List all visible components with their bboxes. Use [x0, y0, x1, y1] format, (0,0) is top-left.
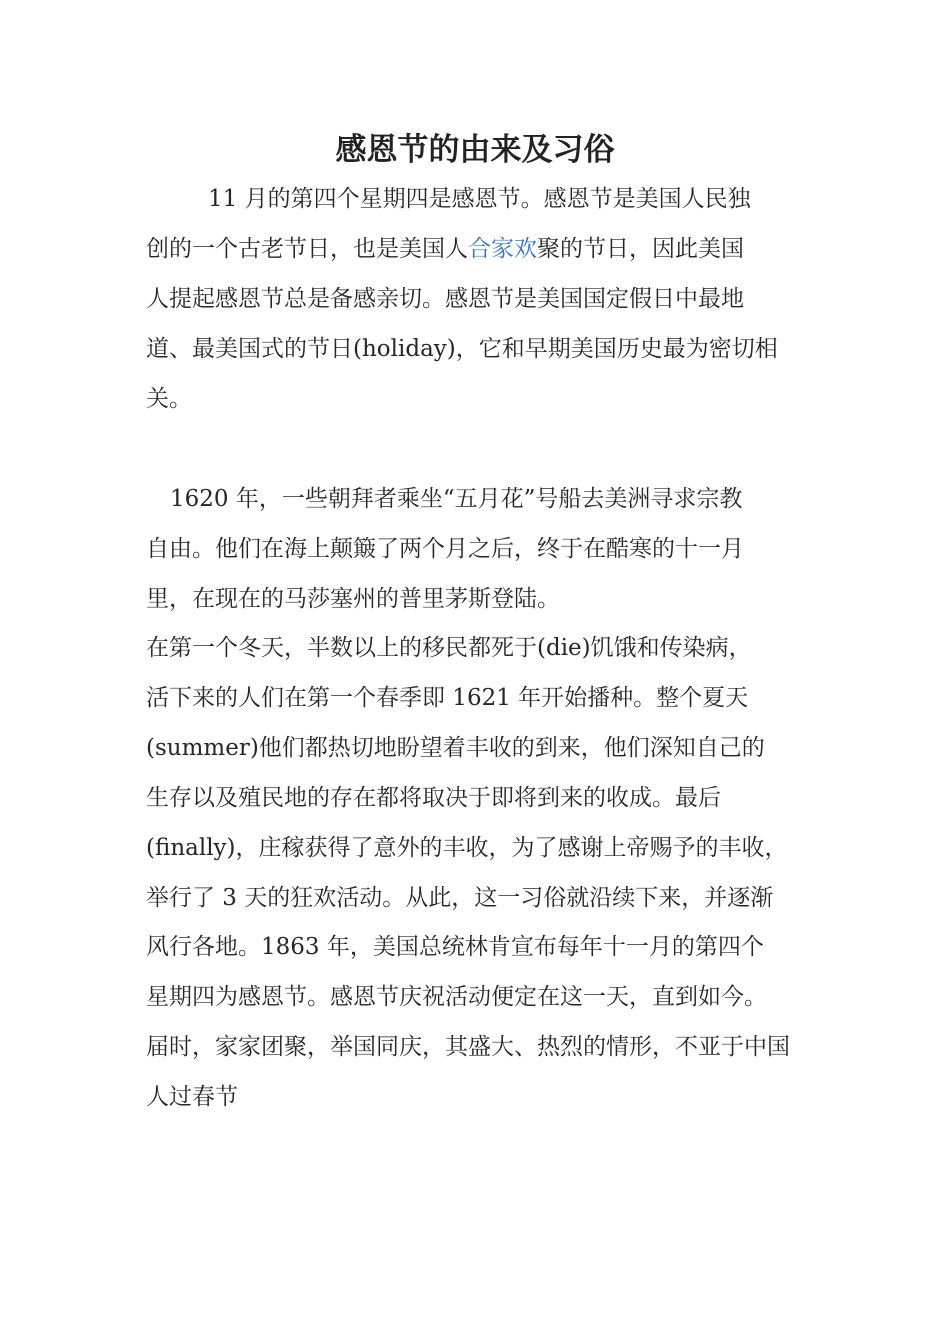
hyperlink-hejiahuan[interactable]: 合家欢 [468, 236, 537, 262]
paragraph-line: 在第一个冬天，半数以上的移民都死于(die)饥饿和传染病， [146, 635, 752, 661]
paragraph-line: 星期四为感恩节。感恩节庆祝活动便定在这一天，直到如今。 [146, 984, 767, 1010]
text-segment: 聚的节日，因此美国 [537, 236, 744, 262]
paragraph-line [146, 234, 826, 264]
paragraph-line: (summer)他们都热切地盼望着丰收的到来，他们深知自己的 [146, 735, 765, 761]
paragraph-line: 人过春节 [146, 1084, 238, 1110]
paragraph-line: 生存以及殖民地的存在都将取决于即将到来的收成。最后 [146, 785, 721, 811]
paragraph-line: 风行各地。1863 年，美国总统林肯宣布每年十一月的第四个 [146, 934, 764, 960]
paragraph-line: 道、最美国式的节日(holiday)，它和早期美国历史最为密切相 [146, 336, 778, 362]
paragraph-line: 人提起感恩节总是备感亲切。感恩节是美国国定假日中最地 [146, 286, 744, 312]
paragraph-line: (finally)，庄稼获得了意外的丰收，为了感谢上帝赐予的丰收， [146, 835, 788, 861]
paragraph-line: 11 月的第四个星期四是感恩节。感恩节是美国人民独 [208, 186, 751, 212]
paragraph-line: 里，在现在的马莎塞州的普里茅斯登陆。 [146, 586, 560, 612]
paragraph-line: 活下来的人们在第一个春季即 1621 年开始播种。整个夏天 [146, 685, 749, 711]
paragraph-line: 关。 [146, 386, 192, 412]
paragraph-line: 举行了 3 天的狂欢活动。从此，这一习俗就沿续下来，并逐渐 [146, 885, 774, 911]
paragraph-line: 届时，家家团聚，举国同庆，其盛大、热烈的情形，不亚于中国 [146, 1034, 790, 1060]
text-segment: 创的一个古老节日，也是美国人 [146, 236, 468, 262]
paragraph-line: 1620 年，一些朝拜者乘坐“五月花”号船去美洲寻求宗教 [170, 486, 743, 512]
paragraph-line: 自由。他们在海上颠簸了两个月之后，终于在酷寒的十一月 [146, 536, 744, 562]
document-title: 感恩节的由来及习俗 [335, 132, 615, 168]
